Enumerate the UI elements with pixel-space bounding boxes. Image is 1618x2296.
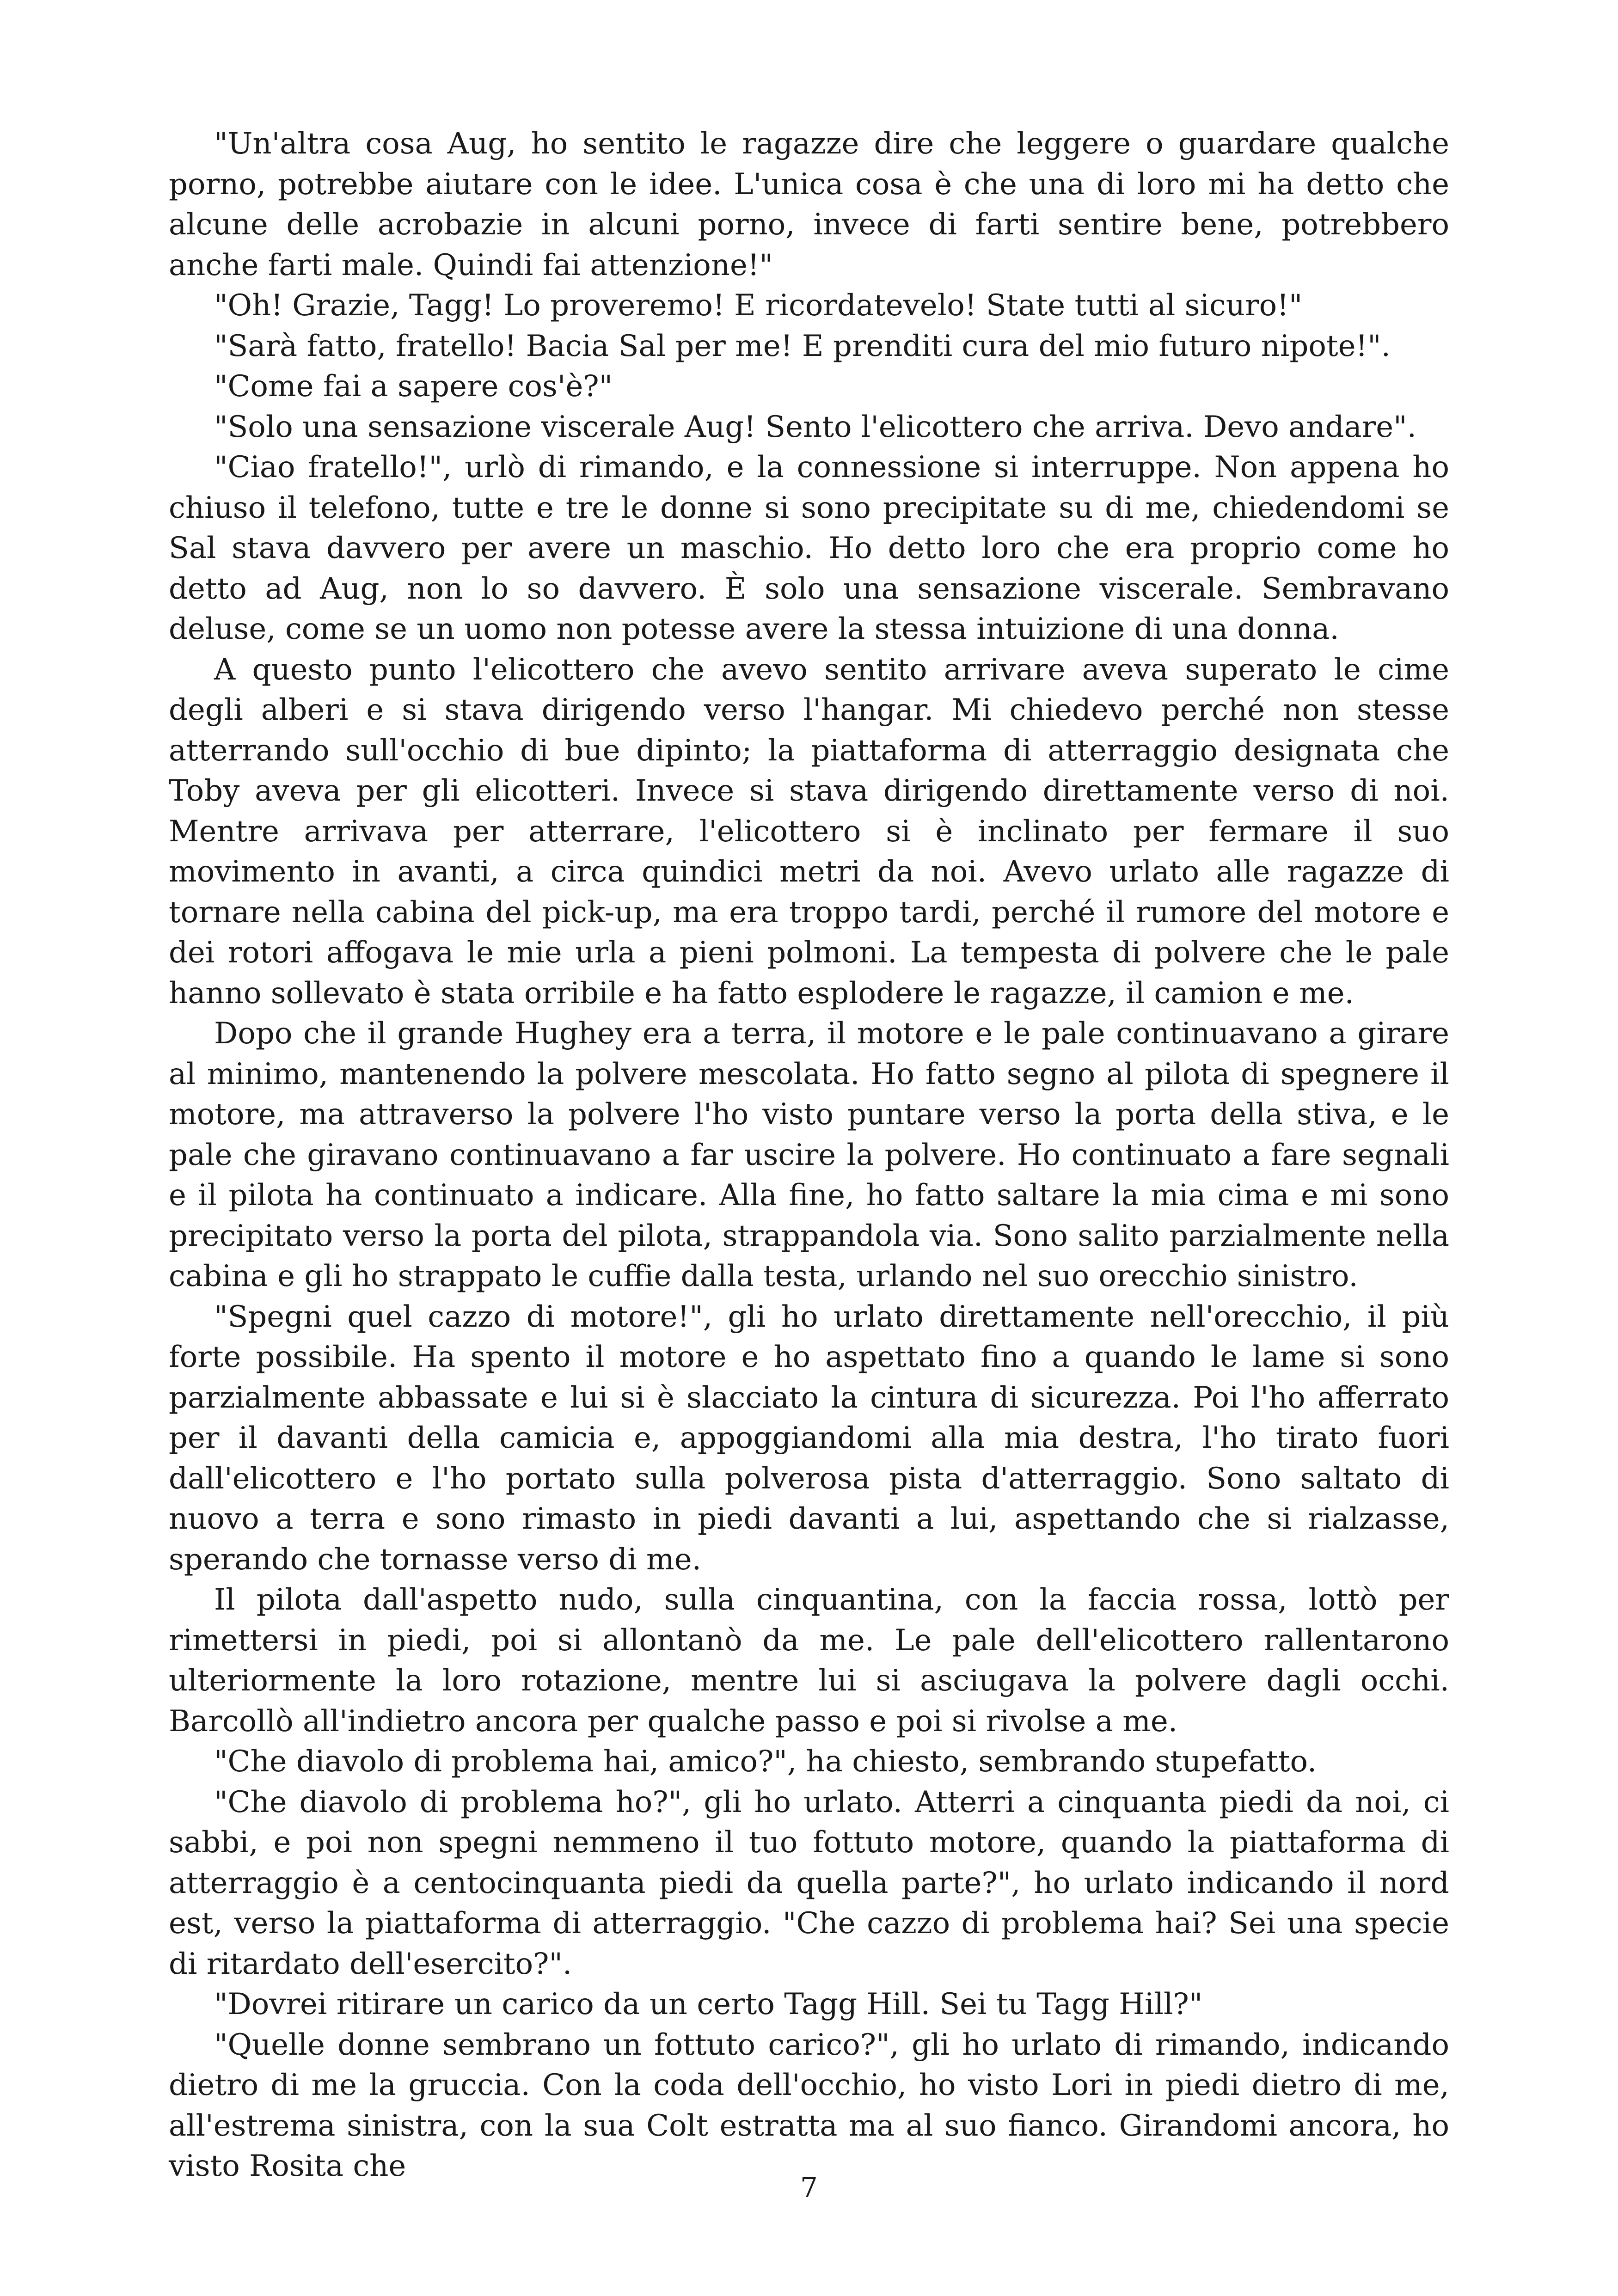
- paragraph: "Un'altra cosa Aug, ho sentito le ragazze dire che leggere o guardare qualche porno, potrebbe aiutare con le idee. L'unica cosa è che una di loro mi ha detto che alcune delle acrobazie in alcuni porno, invece di farti sentire bene, potrebbero anche farti male. Quindi fai attenzione!": [169, 127, 1449, 282]
- page-number: 7: [800, 2172, 818, 2204]
- page-body-text: [169, 124, 1449, 2187]
- paragraph: A questo punto l'elicottero che avevo sentito arrivare aveva superato le cime degli alberi e si stava dirigendo verso l'hangar. Mi chiedevo perché non stesse atterrando sull'occhio di bue dipinto; la piattaforma di atterraggio designata che Toby aveva per gli elicotteri. Invece si stava dirigendo direttamente verso di noi. Mentre arrivava per atterrare, l'elicottero si è inclinato per fermare il suo movimento in avanti, a circa quindici metri da noi. Avevo urlato alle ragazze di tornare nella cabina del pick-up, ma era troppo tardi, perché il rumore del motore e dei rotori affogava le mie urla a pieni polmoni. La tempesta di polvere che le pale hanno sollevato è stata orribile e ha fatto esplodere le ragazze, il camion e me.: [169, 652, 1449, 1010]
- paragraph: Il pilota dall'aspetto nudo, sulla cinquantina, con la faccia rossa, lottò per rimettersi in piedi, poi si allontanò da me. Le pale dell'elicottero rallentarono ulteriormente la loro rotazione, mentre lui si asciugava la polvere dagli occhi. Barcollò all'indietro ancora per qualche passo e poi si rivolse a me.: [169, 1583, 1449, 1739]
- paragraph: "Ciao fratello!", urlò di rimando, e la connessione si interruppe. Non appena ho chiuso il telefono, tutte e tre le donne si sono precipitate su di me, chiedendomi se Sal stava davvero per avere un maschio. Ho detto loro che era proprio come ho detto ad Aug, non lo so davvero. È solo una sensazione viscerale. Sembravano deluse, come se un uomo non potesse avere la stessa intuizione di una donna.: [169, 450, 1449, 646]
- paragraph: "Quelle donne sembrano un fottuto carico?", gli ho urlato di rimando, indicando dietro di me la gruccia. Con la coda dell'occhio, ho visto Lori in piedi dietro di me, all'estrema sinistra, con la sua Colt estratta ma al suo fianco. Girandomi ancora, ho visto Rosita che: [169, 2027, 1449, 2183]
- paragraph: "Dovrei ritirare un carico da un certo Tagg Hill. Sei tu Tagg Hill?": [214, 1987, 1203, 2021]
- paragraph: "Oh! Grazie, Tagg! Lo proveremo! E ricordatevelo! State tutti al sicuro!": [214, 288, 1303, 323]
- paragraph: "Solo una sensazione viscerale Aug! Sento l'elicottero che arriva. Devo andare".: [214, 410, 1416, 444]
- paragraph: "Come fai a sapere cos'è?": [214, 369, 613, 404]
- paragraph: "Che diavolo di problema hai, amico?", ha chiesto, sembrando stupefatto.: [214, 1745, 1317, 1779]
- paragraph: Dopo che il grande Hughey era a terra, il motore e le pale continuavano a girare al minimo, mantenendo la polvere mescolata. Ho fatto segno al pilota di spegnere il motore, ma attraverso la polvere l'ho visto puntare verso la porta della stiva, e le pale che giravano continuavano a far uscire la polvere. Ho continuato a fare segnali e il pilota ha continuato a indicare. Alla fine, ho fatto saltare la mia cima e mi sono precipitato verso la porta del pilota, strappandola via. Sono salito parzialmente nella cabina e gli ho strappato le cuffie dalla testa, urlando nel suo orecchio sinistro.: [169, 1016, 1449, 1293]
- paragraph: "Spegni quel cazzo di motore!", gli ho urlato direttamente nell'orecchio, il più forte possibile. Ha spento il motore e ho aspettato fino a quando le lame si sono parzialmente abbassate e lui si è slacciato la cintura di sicurezza. Poi l'ho afferrato per il davanti della camicia e, appoggiandomi alla mia destra, l'ho tirato fuori dall'elicottero e l'ho portato sulla polverosa pista d'atterraggio. Sono saltato di nuovo a terra e sono rimasto in piedi davanti a lui, aspettando che si rialzasse, sperando che tornasse verso di me.: [169, 1299, 1449, 1577]
- paragraph: "Sarà fatto, fratello! Bacia Sal per me! E prenditi cura del mio futuro nipote!".: [214, 329, 1391, 363]
- paragraph: "Che diavolo di problema ho?", gli ho urlato. Atterri a cinquanta piedi da noi, ci sabbi, e poi non spegni nemmeno il tuo fottuto motore, quando la piattaforma di atterraggio è a centocinquanta piedi da quella parte?", ho urlato indicando il nord est, verso la piattaforma di atterraggio. "Che cazzo di problema hai? Sei una specie di ritardato dell'esercito?".: [169, 1785, 1449, 1981]
